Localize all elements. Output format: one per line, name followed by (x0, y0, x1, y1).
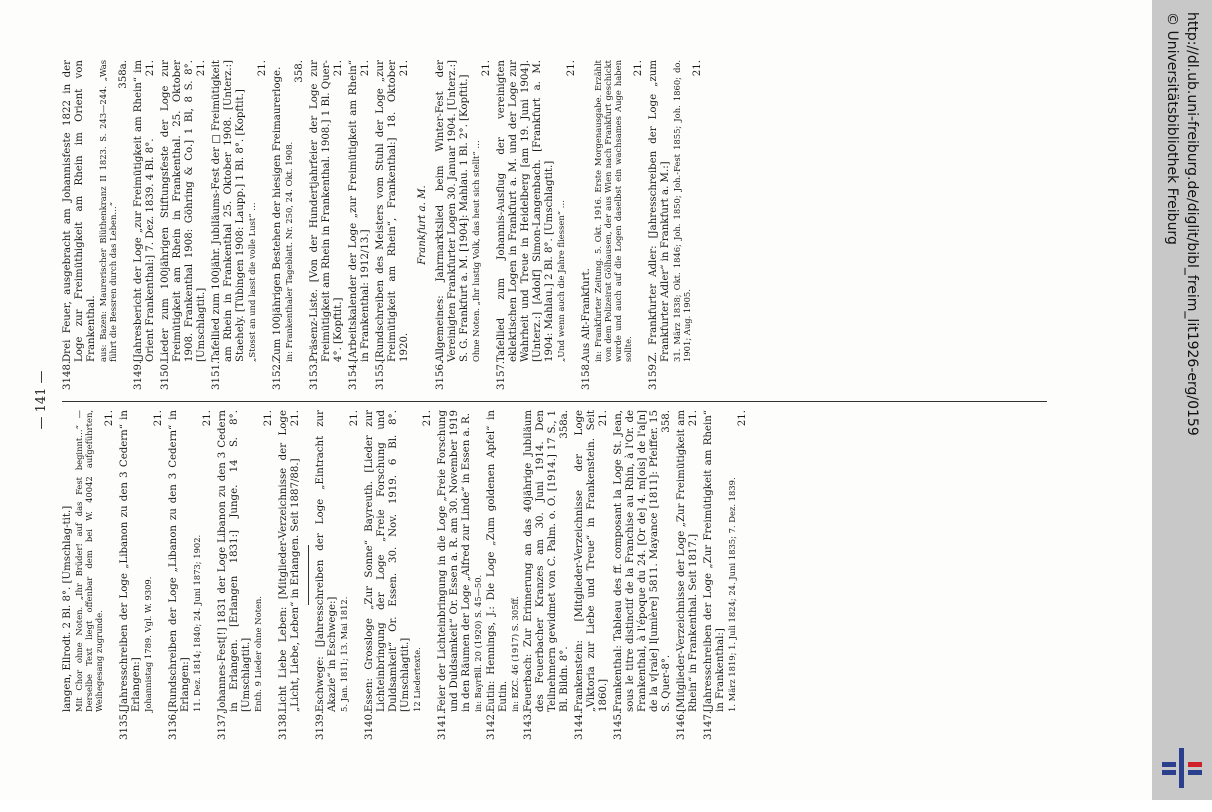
entry-shelfmark: 21. (688, 410, 699, 427)
entry-title: [Rundschreiben des Meisters vom Stuhl der Loge „zur Freimütigkeit am Rhein“, Frankenthal:] 18. Oktober 1920. (375, 60, 410, 362)
entry-note: Mit Chor ohne Noten. „Ihr Brüder! auf das Fest beginnt…“ — Derselbe Text liegt offenbar dem bei W. 40042 aufgeführten, Weihegesang zugrunde. (74, 410, 104, 712)
entry-note: in: BZC. 46 (1917) S. 305ff. (510, 596, 520, 712)
entry-title: Aus Alt-Frankfurt. (581, 268, 592, 362)
entry-note: in: BayrBll. 20 (1920) S. 45—50. (473, 574, 483, 712)
bibliography-entry (437, 410, 483, 740)
entry-shelfmark: 21. (333, 60, 344, 77)
entry-number: 3143. (523, 710, 534, 740)
entry-title: Z. Frankfurter Adler: [Jahresschreiben der Loge „zum Frankfurter Adler“ in Frankfurt a. M.:] (648, 60, 671, 362)
entry-title: Frankenthal: Tableau des ff. composant la Loge St. Jean, sous le titre distinctif de la Franchise au Rhin, à l'Or. de Frankenthal, à l'époque du 24. [Or de] 4. m[ois] de l'a[n] de la v[raie] l[umière] 5811. Mayance [1811]: Pfeiffer. 15 S. Quer-8°. (613, 410, 672, 712)
entry-number: 3152. (272, 360, 283, 390)
entry-text (703, 410, 749, 712)
entry-title: Essen: Grossloge „Zur Sonne“ Bayreuth. [Lieder zur Lichteinbringung der Loge „Freie Forschung und Duldsamkeit“ Or. Essen. 30. Nov. 1919. 6 Bl. 8°. [Umschlagtit.] (364, 410, 411, 712)
entry-text (496, 60, 578, 362)
bibliography-entry (435, 60, 493, 390)
entry-number: 3158. (581, 360, 592, 390)
entry-title: Eutin: Hennings, J.: Die Loge „Zum goldenen Apfel“ in Eutin. (486, 410, 509, 712)
entry-title: Allgemeines: Jahrmarktslied beim Winter-Fest der Vereinigten Frankfurter Logen 30. Januar 1904. [Unterz.:] S. G. Frankfurt a. M. [1904]: Mahlau. 1 Bl. 2°. [Kopftit.] (435, 60, 470, 362)
bibliography-entry (315, 410, 361, 740)
bibliography-entry (703, 410, 749, 740)
entry-title: [Jahresbericht der Loge „zur Freimütigkeit am Rhein“ im Orient Frankenthal:] 7. Dez. 1839. 4 Bl. 8°. (133, 60, 156, 362)
bibliography-entry (62, 410, 116, 740)
entry-text (315, 410, 361, 712)
entry-title: Zum 100jährigen Bestehen der hiesigen Freimaurerloge. (272, 66, 283, 362)
entry-text (581, 60, 645, 362)
entry-number: 3156. (435, 360, 446, 390)
entry-shelfmark: 21. (598, 410, 609, 427)
entry-shelfmark: 21. (692, 60, 703, 77)
entry-text (486, 410, 520, 712)
separator-line (308, 545, 309, 605)
bibliography-entry (62, 60, 130, 390)
entry-title: Drei Feuer, ausgebracht am Johannisfeste 1822 in der Loge zur Freimüthigkeit am Rhein im Orient von Frankenthal. (62, 60, 97, 362)
copyright-notice: © Universitätsbibliothek Freiburg (1164, 12, 1180, 245)
bibliography-entry (523, 410, 571, 740)
entry-number: 3149. (133, 360, 144, 390)
entry-text (62, 60, 130, 362)
bibliography-entry (272, 60, 306, 390)
entry-shelfmark: 21. (737, 410, 748, 427)
entry-text (309, 60, 345, 362)
entry-text (168, 410, 214, 712)
entry-text (217, 410, 275, 712)
entry-number: 3145. (613, 710, 624, 740)
entry-text (435, 60, 493, 362)
entry-shelfmark: 21. (196, 60, 207, 77)
bibliography-entry (648, 60, 704, 390)
entry-note: in: Frankenthaler Tageblatt. Nr. 250, 24. Okt. 1908. (284, 141, 294, 362)
entry-title: [Mitglieder-Verzeichnisse der Loge „Zur Freimütigkeit am Rhein“ in Frankenthal. Seit 1817.] (676, 410, 699, 712)
entry-title: Lieder zum 100jährigen Stiftungsfeste der Loge zur Freimütigkeit am Rhein in Frankenthal. 25. Oktober 1908. Frankenthal 1908: Göhring & Co.] 1 Bl, 8 S. 8°. [Umschlagtit.] (160, 60, 207, 362)
entry-note: 1. März 1819; 1. Juli 1824; 24. Juni 1835; 7. Dez. 1839. (727, 477, 737, 712)
entry-shelfmark: 358a. (559, 410, 570, 439)
bibliography-entry (581, 60, 645, 390)
page-header: — 141 — (34, 370, 49, 430)
entry-shelfmark: 21. (566, 60, 577, 77)
sidebar-text (1152, 0, 1212, 812)
bibliography-entry (348, 60, 372, 390)
entry-shelfmark: 21. (360, 60, 371, 77)
bibliography-entry (119, 410, 165, 740)
entry-title: Licht Liebe Leben: [Mitglieder-Verzeichnisse der Loge „Licht, Liebe, Leben“ in Erlangen. Seit 1887/88.] (278, 410, 301, 712)
bibliography-entry (217, 410, 275, 740)
entry-text (648, 60, 704, 362)
entry-shelfmark: 21. (104, 410, 115, 427)
entry-text (160, 60, 208, 362)
entry-number: 3146. (676, 710, 687, 740)
entry-note: Ohne Noten. „Ihr lustig Volk, das heut sich stellt“ … (471, 140, 481, 362)
entry-text (278, 410, 302, 712)
entry-number: 3153. (309, 360, 320, 390)
bibliography-entry (133, 60, 157, 390)
bibliography-entry (496, 60, 578, 390)
entry-shelfmark: 21. (633, 60, 644, 77)
bibliography-entry (168, 410, 214, 740)
bibliography-entry (364, 410, 434, 740)
entry-shelfmark: 21. (349, 410, 360, 427)
entry-number: 3137. (217, 710, 228, 740)
entry-text (574, 410, 610, 712)
entry-text (272, 60, 306, 362)
entry-number: 3135. (119, 710, 130, 740)
entry-title: Eschwege: [Jahresschreiben der Loge „Eintracht zur Akazie“ in Eschwege:] (315, 410, 338, 712)
entry-title: Feuerbach: Zur Erinnerung an das 40jährige Jubiläum des Feuerbacher Kranzes am 30. Juni 1914. Den Teilnehmern gewidmet von C. Palm. o. O. [1914.] 17 S., 1 Bl. Bildn. 8°. (523, 410, 570, 712)
entry-number: 3150. (160, 360, 171, 390)
entry-text (613, 410, 673, 712)
bibliography-entry (613, 410, 673, 740)
entry-text (437, 410, 483, 712)
left-column (62, 410, 752, 740)
entry-title: [Rundschreiben der Loge „Libanon zu den 3 Cedern“ in Erlangen:] (168, 410, 191, 712)
entry-note: 5. Jan. 1811; 13. Mai 1812. (339, 596, 349, 712)
bibliography-entry (160, 60, 208, 390)
entry-note: in: Frankfurter Zeitung. 5. Okt. 1916. Erste Morgenausgabe. Erzählt von dem Polizeirat Gölhausen, der aus Wien nach Frankfurt geschickt wurde und auch auf die Logen daselbst ein wachsames Auge haben sollte. (593, 60, 633, 362)
entry-note: 12 Liedertexte. (412, 647, 422, 712)
entry-number: 3138. (278, 710, 289, 740)
entry-title: Tafellied zum Johannis-Ausflug der vereinigten eklektischen Logen in Frankfurt a. M. und der Loge zur Wahrheit und Treue in Heidelberg [am 19. Juni 1904]. [Unterz.:] [Adolf] Simon-Langenbach. [Frankfurt a. M. 1904: Mahlau.] 2 Bl. 8°. [Umschlagtit.] (496, 60, 555, 362)
entry-text (119, 410, 165, 712)
entry-title: Feier der Lichteinbringung in die Loge „Freie Forschung und Duldsamkeit“ Or. Essen a. R. am 30. November 1919 in den Räumen der Loge „Alfred zur Linde“ in Essen a. R. (437, 410, 472, 712)
entry-number: 3136. (168, 710, 179, 740)
entry-shelfmark: 21. (481, 60, 492, 77)
entry-number: 3144. (574, 710, 585, 740)
entry-text (211, 60, 269, 362)
source-url-link[interactable]: http://dl.ub.uni-freiburg.de/diglit/bibl_freim_lit1926-erg/0159 (1184, 12, 1200, 436)
entry-title: [Jahresschreiben der Loge „Zur Freimütigkeit am Rhein“ in Frankenthal:] (703, 410, 726, 712)
entry-text (62, 410, 116, 712)
entry-number: 3157. (496, 360, 507, 390)
entry-number (62, 712, 116, 740)
entry-shelfmark: 358. (294, 60, 305, 83)
column-divider (62, 401, 1047, 402)
entry-note: 31. März 1838; Okt. 1846; Joh. 1850; Joh.-Fest 1855; Joh. 1860; do. 1901; Aug. 1905. (672, 60, 692, 362)
bibliography-entry (676, 410, 700, 740)
entry-shelfmark: 358. (661, 410, 672, 433)
entry-number: 3139. (315, 710, 326, 740)
entry-title: Frankenstein: [Mitglieder-Verzeichnisse der Loge „Viktoria zur Liebe und Treue“ in Frankenstein. Seit 1860.] (574, 410, 609, 712)
bibliography-entry (574, 410, 610, 740)
entry-number: 3155. (375, 360, 386, 390)
entry-text (364, 410, 434, 712)
entry-text (523, 410, 571, 712)
entry-shelfmark: 21. (145, 60, 156, 77)
bibliography-entry (309, 60, 345, 390)
entry-shelfmark: 21. (290, 410, 301, 427)
entry-note: „Und wenn auch die Jahre fliessen“ … (556, 199, 566, 362)
entry-note: Johannistag 1789. Vgl. W. 9309. (143, 576, 153, 712)
entry-title: Tafellied zum 100jähr. Jubiläums-Fest der □ Freimütigkeit am Rhein in Frankenthal 25. Oktober 1908. [Unterz.:] Staehely. [Tübingen 1908: Laupp.] 1 Bl. 8°. [Kopftit.] (211, 60, 246, 362)
entry-text (375, 60, 411, 362)
entry-shelfmark: 358a. (118, 60, 129, 89)
entry-shelfmark: 21. (257, 60, 268, 77)
bibliography-entry (486, 410, 520, 740)
entry-note: „Stosst an und lasst die volle Lust“ … (247, 202, 257, 362)
bibliography-entry (375, 60, 411, 390)
bibliography-entry (278, 410, 302, 740)
entry-number: 3151. (211, 360, 222, 390)
entry-shelfmark: 21. (422, 410, 433, 427)
entry-number: 3142. (486, 710, 497, 740)
entry-note: 11. Dez. 1814; 1840; 24. Juni 1873; 1902. (192, 534, 202, 712)
entry-number: 3147. (703, 710, 714, 740)
entry-number: 3159. (648, 360, 659, 390)
section-heading: Frankfurt a. M. (417, 185, 428, 265)
entry-text (676, 410, 700, 712)
entry-shelfmark: 21. (263, 410, 274, 427)
entry-title: Präsenz-Liste. [Von der Hundertjahrfeier der Loge zur Freimütigkeit am Rhein in Frankenthal. 1908.] 1 Bl. Quer-4°. [Kopftit.] (309, 60, 344, 362)
entry-title: langen, Ellrodt. 2 Bl. 8°. [Umschlag-tit.] (62, 505, 73, 712)
entry-number: 3140. (364, 710, 375, 740)
entry-shelfmark: 21. (153, 410, 164, 427)
entry-title: Johannes-Fest[!] 1831 der Loge Libanon zu den 3 Cedern in Erlangen. [Erlangen 1831:] Junge. 14 S. 8°. [Umschlagtit.] (217, 410, 252, 712)
right-column (62, 60, 707, 390)
entry-number: 3141. (437, 710, 448, 740)
entry-note: Enth. 9 Lieder ohne Noten. (253, 596, 263, 712)
entry-number: 3154. (348, 360, 359, 390)
entry-title: [Arbeitskalender der Loge „zur Freimütigkeit am Rhein“ in Frankenthal: 1912/13.] (348, 60, 371, 362)
entry-number: 3148. (62, 360, 73, 390)
entry-shelfmark: 21. (202, 410, 213, 427)
entry-text (133, 60, 157, 362)
entry-title: [Jahresschreiben der Loge „Libanon zu den 3 Cedern“ in Erlangen:] (119, 410, 142, 712)
entry-text (348, 60, 372, 362)
entry-note: aus: Bazen: Maurerischer Blüthenkranz II 1823. S. 243—244. „Was führt die Bessren durch das Leben…“ (98, 60, 118, 362)
entry-shelfmark: 21. (399, 60, 410, 77)
ub-freiburg-logo-icon (1162, 748, 1202, 788)
bibliography-entry (211, 60, 269, 390)
